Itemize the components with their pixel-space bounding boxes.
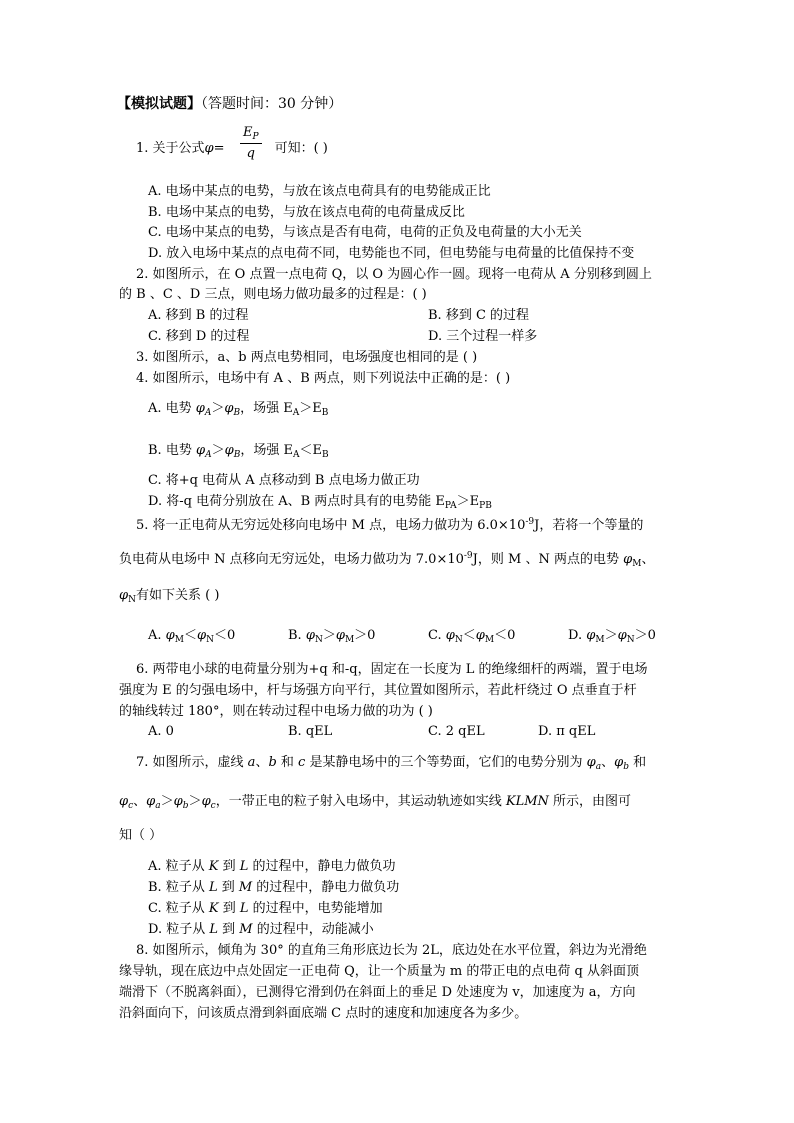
q6-option-b: B. qEL <box>288 724 333 739</box>
header-time-note: （答题时间：30 分钟） <box>201 96 343 112</box>
q7-option-b: B. 粒子从 L 到 M 的过程中，静电力做负功 <box>148 880 400 895</box>
q1-option-d: D. 放入电场中某点的点电荷不同，电势能也不同，但电势能与电荷量的比值保持不变 <box>148 246 635 261</box>
q6-option-d: D. π qEL <box>538 724 596 739</box>
q5-stem-line1: 5. 将一正电荷从无穷远处移向电场中 M 点，电场力做功为 $6.0\times 10^{-9}J$，若将一个等量的 <box>136 517 644 533</box>
q6-stem-line1: 6. 两带电小球的电荷量分别为+q 和-q，固定在一长度为 L 的绝缘细杆的两端，置于电场 <box>136 662 648 677</box>
q6-stem-line2: 强度为 E 的匀强电场中，杆与场强方向平行，其位置如图所示，若此杆绕过 O 点垂直于杆 <box>119 683 637 698</box>
q1-option-a: A. 电场中某点的电势，与放在该点电荷具有的电势能成正比 <box>148 184 491 199</box>
q5-option-d: D. $\varphi_M>\varphi_N>0$ <box>568 628 656 645</box>
q5-stem-line3: $\varphi_N$有如下关系 ( ) <box>119 588 220 605</box>
q2-stem-line2: 的 B 、C 、D 三点，则电场力做功最多的过程是：( ) <box>119 287 427 302</box>
q2-stem-line1: 2. 如图所示，在 O 点置一点电荷 Q，以 O 为圆心作一圆。现将一电荷从 A 分别移到圆上 <box>136 267 652 282</box>
q2-option-a: A. 移到 B 的过程 <box>148 308 249 323</box>
q2-option-d: D. 三个过程一样多 <box>428 329 538 344</box>
q5-stem-line2: 负电荷从电场中 N 点移向无穷远处，电场力做功为 $7.0\times 10^{-9}J$，则 M 、N 两点的电势 $\varphi_M$、 <box>119 551 655 569</box>
q7-option-d: D. 粒子从 L 到 M 的过程中，动能减小 <box>148 922 374 937</box>
exam-header <box>117 96 342 113</box>
q8-stem-line1: 8. 如图所示，倾角为 30° 的直角三角形底边长为 2L，底边处在水平位置，斜边为光滑绝 <box>136 943 647 958</box>
q8-stem-line3: 端滑下（不脱离斜面），已测得它滑到仍在斜面上的垂足 D 处速度为 v，加速度为 a，方向 <box>119 985 636 1000</box>
q4-stem: 4. 如图所示，电场中有 A 、B 两点，则下列说法中正确的是：( ) <box>136 371 511 386</box>
q5-option-c: C. $\varphi_N<\varphi_M<0$ <box>428 628 516 645</box>
q7-stem-line2: $\varphi_c$、$\varphi_a>\varphi_b>\varphi_c$，一带正电的粒子射入电场中，其运动轨迹如实线 KLMN 所示，由图可 <box>119 794 632 811</box>
q8-stem-line2: 缘导轨，现在底边中点处固定一正电荷 Q，让一个质量为 m 的带正电的点电荷 q 从斜面顶 <box>119 964 639 979</box>
q8-stem-line4: 沿斜面向下，问该质点滑到斜面底端 C 点时的速度和加速度各为多少。 <box>119 1006 528 1021</box>
q4-option-d: D. 将-q 电荷分别放在 A、B 两点时具有的电势能 $E_{PA}>E_{PB}$ <box>148 494 492 511</box>
q1-stem: 1. 关于公式φ= 可知：( ) <box>136 141 328 156</box>
q7-stem-line3: 知（ ） <box>119 828 163 843</box>
q4-option-b: B. 电势 $\varphi_A>\varphi_B$，场强 $E_A<E_B$ <box>148 443 329 460</box>
q6-stem-line3: 的轴线转过 180°，则在转动过程中电场力做的功为 ( ) <box>119 704 433 719</box>
q7-stem-line1: 7. 如图所示，虚线 a、b 和 c 是某静电场中的三个等势面，它们的电势分别为 $\varphi_a$、$\varphi_b$ 和 <box>136 755 647 772</box>
q6-option-c: C. 2 qEL <box>428 724 485 739</box>
q2-option-c: C. 移到 D 的过程 <box>148 329 250 344</box>
q5-option-b: B. $\varphi_N>\varphi_M>0$ <box>288 628 376 645</box>
header-title: 【模拟试题】 <box>117 96 201 112</box>
q7-option-a: A. 粒子从 K 到 L 的过程中，静电力做负功 <box>148 859 396 874</box>
q1-formula-fraction: $\frac{E_P}{q}$ <box>240 125 262 161</box>
q4-option-a: A. 电势 $\varphi_A>\varphi_B$，场强 $E_A>E_B$ <box>148 401 329 418</box>
q1-option-c: C. 电场中某点的电势，与该点是否有电荷，电荷的正负及电荷量的大小无关 <box>148 225 582 240</box>
q3-stem: 3. 如图所示，a、b 两点电势相同，电场强度也相同的是 ( ) <box>136 350 478 365</box>
q7-option-c: C. 粒子从 K 到 L 的过程中，电势能增加 <box>148 901 383 916</box>
q6-option-a: A. 0 <box>148 724 174 739</box>
q1-option-b: B. 电场中某点的电势，与放在该点电荷的电荷量成反比 <box>148 205 465 220</box>
q4-option-c: C. 将+q 电荷从 A 点移动到 B 点电场力做正功 <box>148 473 420 488</box>
q2-option-b: B. 移到 C 的过程 <box>428 308 530 323</box>
q5-option-a: A. $\varphi_M<\varphi_N<0$ <box>148 628 236 645</box>
